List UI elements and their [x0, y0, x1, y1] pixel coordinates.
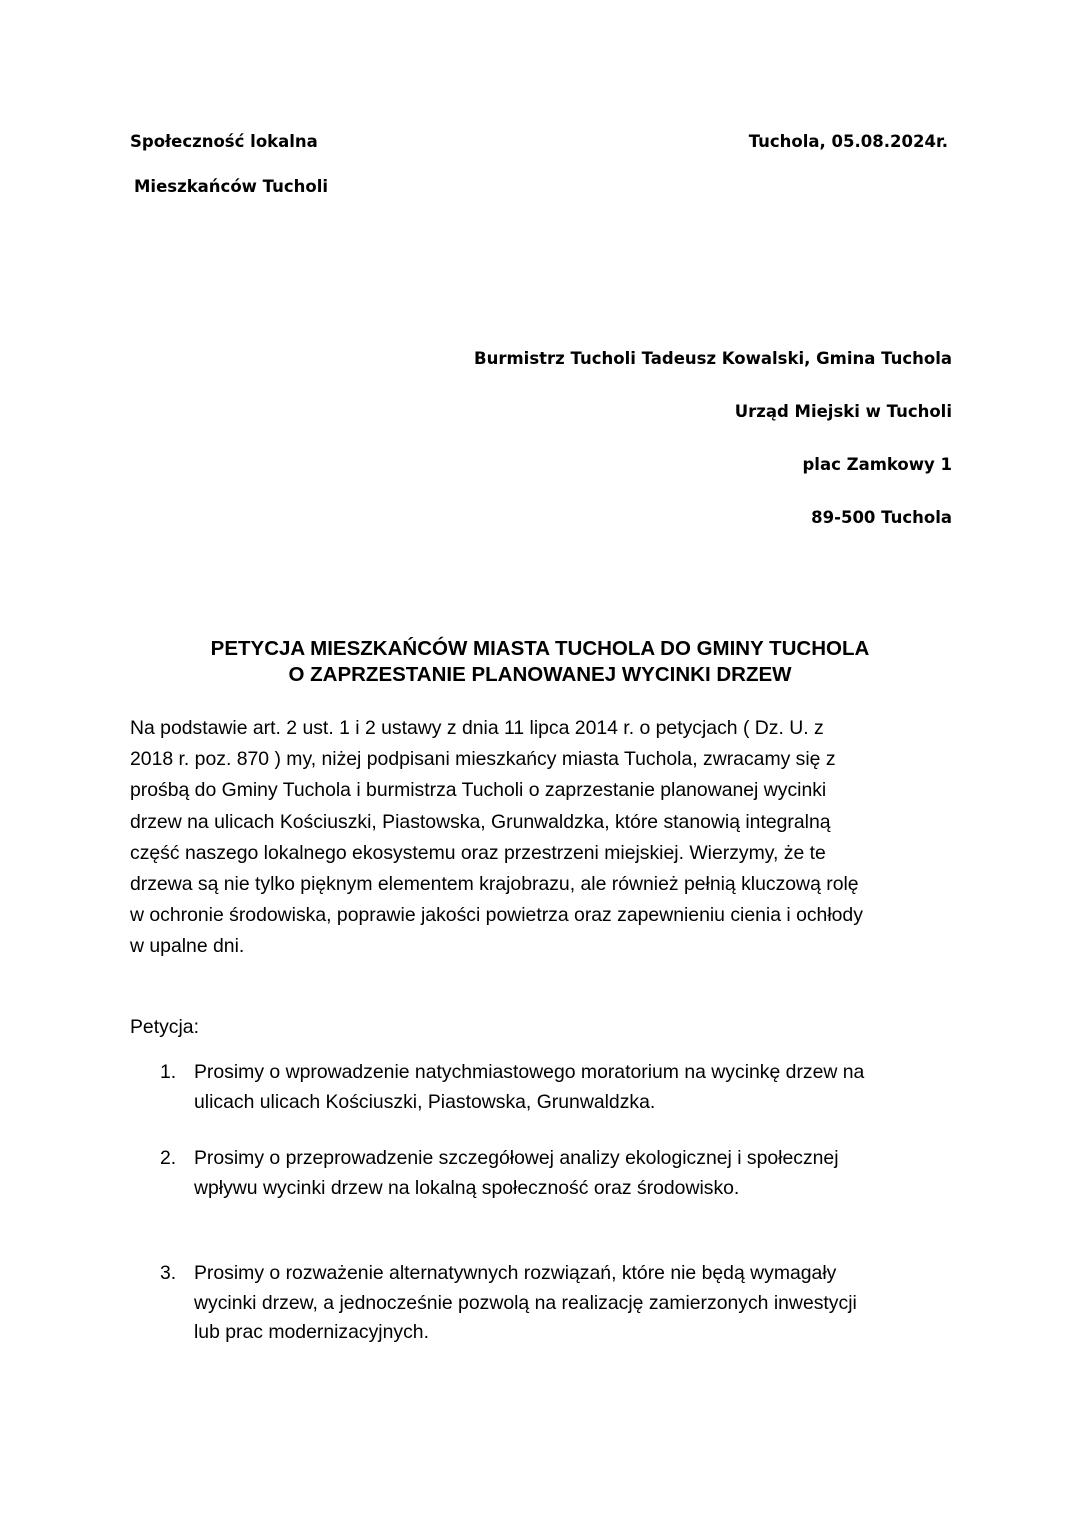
- list-item-number: 1.: [160, 1061, 177, 1083]
- recipient-street: plac Zamkowy 1: [802, 455, 952, 474]
- recipient-name: Burmistrz Tucholi Tadeusz Kowalski, Gmina Tuchola: [474, 349, 952, 368]
- recipient-office: Urząd Miejski w Tucholi: [734, 402, 952, 421]
- document-title: [130, 636, 950, 688]
- list-item-text: Prosimy o rozważenie alternatywnych rozwiązań, które nie będą wymagały wycinki drzew, a jednocześnie pozwolą na realizację zamierzonych inwestycji lub prac modernizacyjnych.: [194, 1262, 857, 1343]
- list-item-number: 3.: [160, 1262, 177, 1284]
- title-line-1: PETYCJA MIESZKAŃCÓW MIASTA TUCHOLA DO GMINY TUCHOLA: [210, 637, 870, 660]
- title-line-2: O ZAPRZESTANIE PLANOWANEJ WYCINKI DRZEW: [288, 663, 792, 686]
- list-item: [160, 1144, 960, 1203]
- place-and-date: Tuchola, 05.08.2024r.: [748, 132, 948, 151]
- recipient-address: [474, 346, 952, 558]
- petition-label: Petycja:: [130, 1016, 199, 1038]
- list-item-number: 2.: [160, 1147, 177, 1169]
- list-item: [160, 1058, 960, 1117]
- sender-name: Społeczność lokalna: [130, 132, 318, 151]
- sender-subtitle: Mieszkańców Tucholi: [134, 177, 329, 196]
- list-item-text: Prosimy o wprowadzenie natychmiastowego moratorium na wycinkę drzew na ulicach ulicach Kościuszki, Piastowska, Grunwaldzka.: [194, 1061, 865, 1113]
- recipient-postal-city: 89-500 Tuchola: [811, 508, 952, 527]
- list-item-text: Prosimy o przeprowadzenie szczegółowej analizy ekologicznej i społecznej wpływu wycinki drzew na lokalną społeczność oraz środowisko.: [194, 1147, 839, 1199]
- list-item: [160, 1259, 960, 1348]
- intro-paragraph: Na podstawie art. 2 ust. 1 i 2 ustawy z dnia 11 lipca 2014 r. o petycjach ( Dz. U. z 2018 r. poz. 870 ) my, niżej podpisani mieszkańcy miasta Tuchola, zwracamy się z prośbą do Gminy Tuchola i burmistrza Tucholi o zaprzestanie planowanej wycinki drzew na ulicach Kościuszki, Piastowska, Grunwaldzka, które stanowią integralną część naszego lokalnego ekosystemu oraz przestrzeni miejskiej. Wierzymy, że te drzewa są nie tylko pięknym elementem krajobrazu, ale również pełnią kluczową rolę w ochronie środowiska, poprawie jakości powietrza oraz zapewnieniu cienia i ochłody w upalne dni.: [130, 717, 863, 958]
